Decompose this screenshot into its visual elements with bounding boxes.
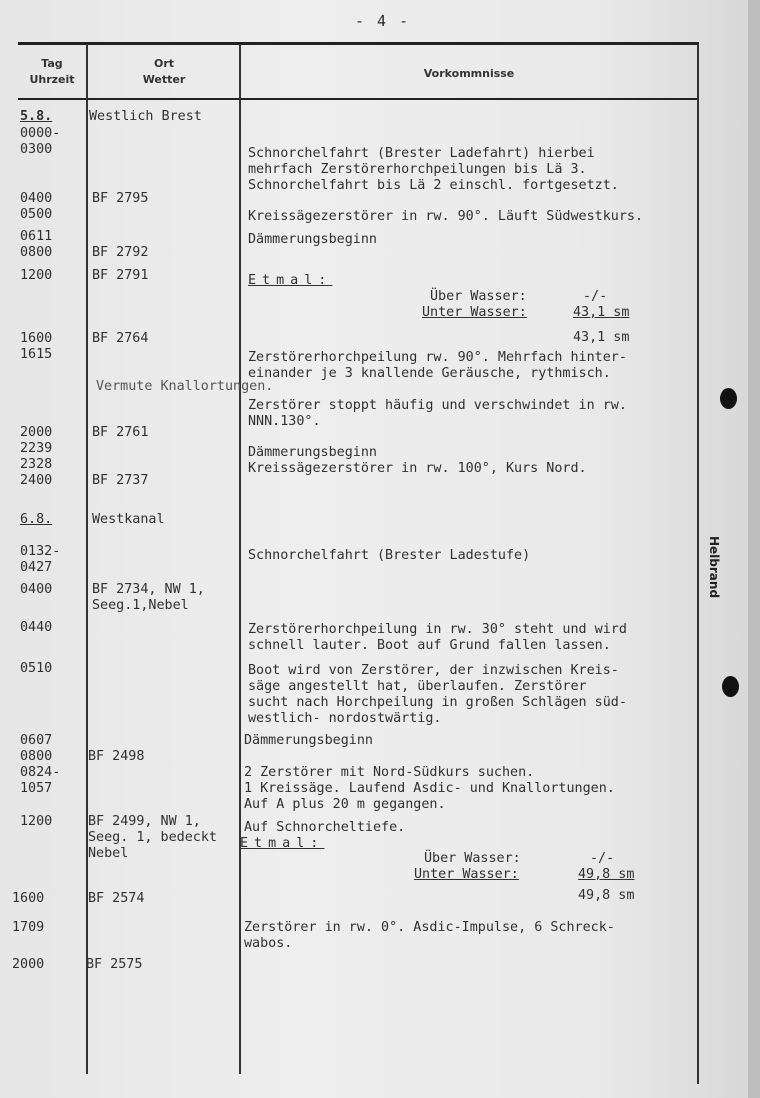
column-divider-1 (86, 44, 88, 1074)
etmal-total-2: 49,8 sm (578, 888, 635, 903)
header-ort: Ort (153, 57, 175, 70)
position-bf-2792: BF 2792 (92, 245, 149, 260)
page-number: - 4 - (355, 12, 411, 30)
time-0132-0427: 0132- 0427 (20, 544, 61, 575)
time-0607-1057: 0607 0800 0824- 1057 (20, 733, 61, 796)
table-top-rule (18, 42, 699, 45)
header-vorkommnisse: Vorkommnisse (423, 67, 515, 80)
event-horchpeilung-1: Zerstörerhorchpeilung rw. 90°. Mehrfach hinter- einander je 3 knallende Geräusche, rythmisch. (248, 350, 627, 381)
header-wetter: Wetter (142, 73, 186, 86)
column-divider-3 (697, 44, 699, 1084)
time-1200-b: 1200 (20, 814, 53, 829)
unter-wasser-value-2: 49,8 sm (578, 867, 635, 882)
unter-wasser-label-1: Unter Wasser: (422, 305, 527, 320)
position-bf-2498: BF 2498 (88, 749, 145, 764)
position-bf-2795: BF 2795 (92, 191, 149, 206)
page-edge (748, 0, 760, 1098)
time-2000-b: 2000 (12, 957, 45, 972)
ueber-wasser-value-2: -/- (590, 851, 615, 866)
position-bf-2575: BF 2575 (86, 957, 143, 972)
side-signature: Helbrand (707, 536, 721, 599)
position-bf-2734-weather: BF 2734, NW 1, Seeg.1,Nebel (92, 582, 205, 613)
position-bf-2761-2737: BF 2761 BF 2737 (92, 425, 149, 488)
unter-wasser-value-1: 43,1 sm (573, 305, 630, 320)
event-asdic-impulse: Zerstörer in rw. 0°. Asdic-Impulse, 6 Schreck- wabos. (244, 920, 615, 951)
event-schnorcheltiefe: Auf Schnorcheltiefe. (244, 820, 406, 835)
time-0510: 0510 (20, 661, 53, 676)
time-0440: 0440 (20, 620, 53, 635)
time-2000-2400: 2000 2239 2328 2400 (20, 425, 53, 488)
column-divider-2 (239, 44, 241, 1074)
etmal-label-1: Etmal: (248, 273, 333, 288)
header-bottom-rule (18, 98, 699, 100)
date-5-8: 5.8. (20, 109, 53, 124)
unter-wasser-label-2: Unter Wasser: (414, 867, 519, 882)
note-knallortungen: Vermute Knallortungen. (96, 379, 274, 394)
ueber-wasser-value-1: -/- (583, 289, 608, 304)
event-daemmerung-1: Dämmerungsbeginn (248, 232, 377, 247)
position-bf-2499-weather: BF 2499, NW 1, Seeg. 1, bedeckt Nebel (88, 814, 217, 861)
punch-hole-1 (720, 388, 737, 409)
event-kreissaege-1: Kreissägezerstörer in rw. 90°. Läuft Südwestkurs. (248, 209, 644, 224)
event-boot-auf-grund: Zerstörerhorchpeilung in rw. 30° steht und wird schnell lauter. Boot auf Grund fallen lassen. (248, 622, 627, 653)
event-daemmerung-kreissaege: Dämmerungsbeginn Kreissägezerstörer in rw. 100°, Kurs Nord. (248, 445, 587, 476)
date-6-8: 6.8. (20, 512, 53, 527)
time-0400-0500: 0400 0500 (20, 191, 53, 222)
time-1709: 1709 (12, 920, 45, 935)
header-tag: Tag (41, 57, 63, 70)
time-0000-0300: 0000- 0300 (20, 126, 61, 157)
position-bf-2764: BF 2764 (92, 331, 149, 346)
header-tag-uhrzeit (20, 56, 84, 88)
event-schnorchelfahrt-2: Schnorchelfahrt (Brester Ladestufe) (248, 548, 531, 563)
etmal-total-1: 43,1 sm (573, 330, 630, 345)
header-ort-wetter (90, 56, 238, 88)
ueber-wasser-label-1: Über Wasser: (430, 289, 527, 304)
time-1600-b: 1600 (12, 891, 45, 906)
event-2-zerstoerer: Dämmerungsbeginn 2 Zerstörer mit Nord-Südkurs suchen. 1 Kreissäge. Laufend Asdic- und Knallortungen. Auf A plus 20 m gegangen. (244, 733, 615, 812)
header-uhrzeit: Uhrzeit (29, 73, 75, 86)
etmal-label-2: Etmal: (240, 836, 325, 851)
event-schnorchelfahrt-1: Schnorchelfahrt (Brester Ladefahrt) hierbei mehrfach Zerstörerhorchpeilungen bis Lä 3. Schnorchelfahrt bis Lä 2 einschl. fortgesetzt. (248, 146, 619, 193)
position-bf-2574: BF 2574 (88, 891, 145, 906)
position-bf-2791: BF 2791 (92, 268, 149, 283)
time-1200-a: 1200 (20, 268, 53, 283)
location-westkanal: Westkanal (92, 512, 165, 527)
time-0400-b: 0400 (20, 582, 53, 597)
location-westlich-brest: Westlich Brest (89, 109, 202, 124)
time-1600-1615: 1600 1615 (20, 331, 53, 362)
event-zerstoerer-stoppt: Zerstörer stoppt häufig und verschwindet in rw. NNN.130°. (248, 398, 627, 429)
ueber-wasser-label-2: Über Wasser: (424, 851, 521, 866)
time-0611-0800: 0611 0800 (20, 229, 53, 260)
punch-hole-2 (722, 676, 739, 697)
event-ueberlaufen: Boot wird von Zerstörer, der inzwischen Kreis- säge angestellt hat, überlaufen. Zerstörer sucht nach Horchpeilung in großen Schlägen süd- westlich- nordostwärtig. (248, 663, 627, 726)
